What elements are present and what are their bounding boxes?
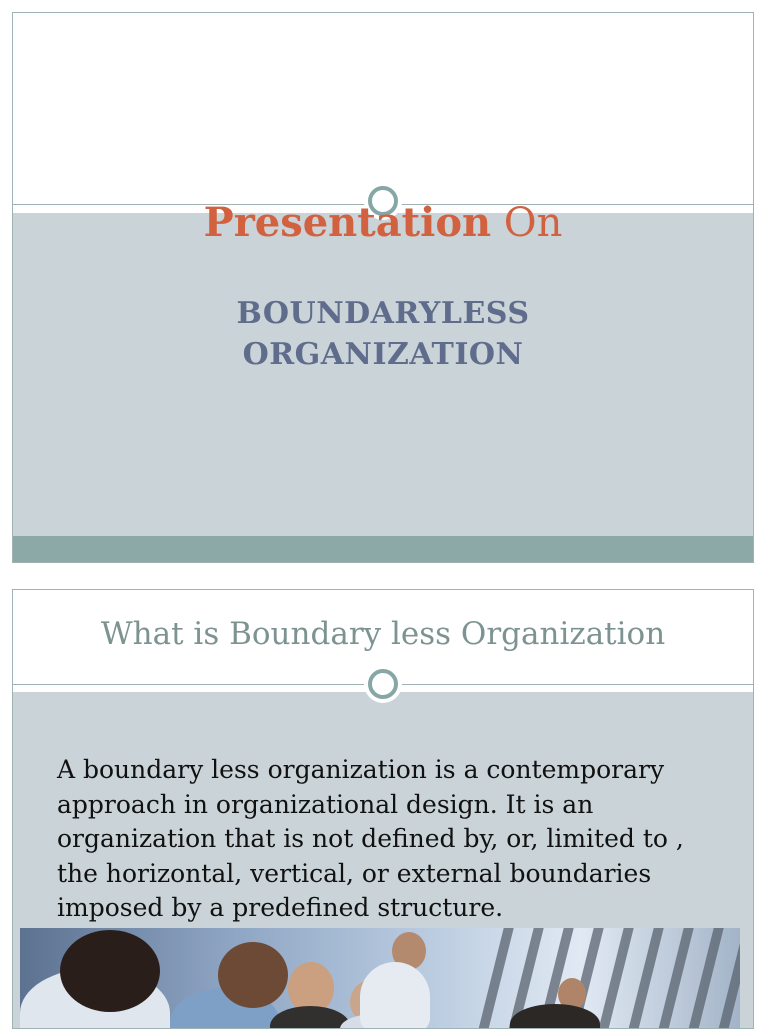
person-figure: [360, 962, 430, 1029]
ring-divider-icon: [368, 669, 398, 699]
definition-text: [57, 753, 737, 926]
title-slide: [12, 12, 754, 563]
text-line: approach in organizational design. It is an: [57, 789, 594, 819]
person-head: [60, 930, 160, 1012]
window-blind: [656, 928, 693, 1029]
team-photo: [20, 928, 740, 1029]
slide-subtitle: [13, 293, 753, 375]
text-line: A boundary less organization is a contemporary: [57, 755, 665, 784]
window-blind: [626, 928, 663, 1029]
person-figure: [270, 1006, 350, 1029]
window-blind: [686, 928, 723, 1029]
title-rest: On: [491, 200, 563, 246]
subtitle-line: BOUNDARYLESS: [236, 296, 530, 331]
text-line: imposed by a predefined structure.: [57, 893, 504, 922]
title-strong: Presentation: [203, 199, 492, 246]
definition-slide: [12, 589, 754, 1029]
text-line: the horizontal, vertical, or external boundaries: [57, 858, 652, 888]
slide-heading: What is Boundary less Organization: [100, 616, 666, 652]
text-line: organization that is not defined by, or, limited to ,: [57, 824, 684, 853]
person-head: [218, 942, 288, 1008]
window-blind: [476, 928, 513, 1029]
window-blind: [596, 928, 633, 1029]
subtitle-line: ORGANIZATION: [242, 337, 524, 372]
footer-bar: [13, 536, 753, 563]
slide-title: [13, 199, 753, 247]
